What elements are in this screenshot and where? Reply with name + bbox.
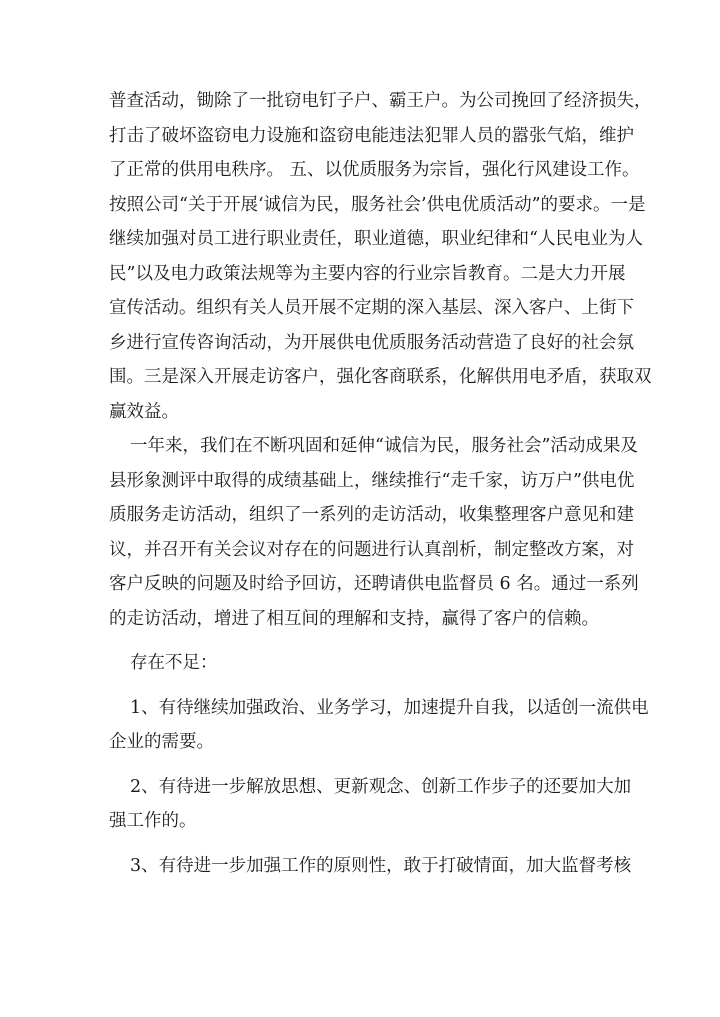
text-line: 按照公司“关于开展‘诚信为民，服务社会’供电优质活动”的要求。一是 <box>109 194 646 215</box>
list-item-3 <box>109 849 632 884</box>
text-line: 乡进行宣传咨询活动，为开展供电优质服务活动营造了良好的社会氛 <box>109 332 634 353</box>
text-line: 1、有待继续加强政治、业务学习，加速提升自我，以适创一流供电 <box>130 697 649 718</box>
text-line: 一年来，我们在不断巩固和延伸“诚信为民，服务社会”活动成果及 <box>130 436 638 456</box>
text-line: 继续加强对员工进行职业责任，职业道德，职业纪律和“人民电业为人 <box>109 229 643 249</box>
document-body <box>109 84 652 883</box>
text-line: 企业的需要。 <box>109 732 214 752</box>
paragraph-2 <box>109 429 639 636</box>
paragraph-1 <box>109 84 652 429</box>
list-item-1 <box>109 691 649 760</box>
text-line: 的走访活动，增进了相互间的理解和支持，赢得了客户的信赖。 <box>109 608 599 629</box>
text-line: 议，并召开有关会议对存在的问题进行认真剖析，制定整改方案，对 <box>109 539 634 560</box>
text-line: 客户反映的问题及时给予回访，还聘请供电监督员 6 名。通过一系列 <box>109 574 639 594</box>
list-item-2 <box>109 770 632 839</box>
text-line: 宣传活动。组织有关人员开展不定期的深入基层、深入客户、上街下 <box>109 298 634 318</box>
text-line: 普查活动，锄除了一批窃电钉子户、霸王户。为公司挽回了经济损失， <box>109 91 652 111</box>
text-line: 强工作的。 <box>109 811 197 831</box>
text-line: 2、有待进一步解放思想、更新观念、创新工作步子的还要加大加 <box>130 776 632 797</box>
text-line: 县形象测评中取得的成绩基础上，继续推行“走千家，访万户”供电优 <box>109 470 635 491</box>
text-line: 了正常的供用电秩序。 五、以优质服务为宗旨，强化行风建设工作。 <box>109 160 640 180</box>
text-line: 赢效益。 <box>109 401 179 422</box>
section-heading: 存在不足： <box>130 653 218 673</box>
text-line: 质服务走访活动，组织了一系列的走访活动，收集整理客户意见和建 <box>109 505 634 525</box>
text-line: 3、有待进一步加强工作的原则性，敢于打破情面，加大监督考核 <box>130 855 632 876</box>
text-line: 围。三是深入开展走访客户，强化客商联系，化解供用电矛盾，获取双 <box>109 367 652 387</box>
text-line: 民”以及电力政策法规等为主要内容的行业宗旨教育。二是大力开展 <box>109 263 626 284</box>
text-line: 打击了破坏盗窃电力设施和盗窃电能违法犯罪人员的嚣张气焰，维护 <box>109 125 634 146</box>
